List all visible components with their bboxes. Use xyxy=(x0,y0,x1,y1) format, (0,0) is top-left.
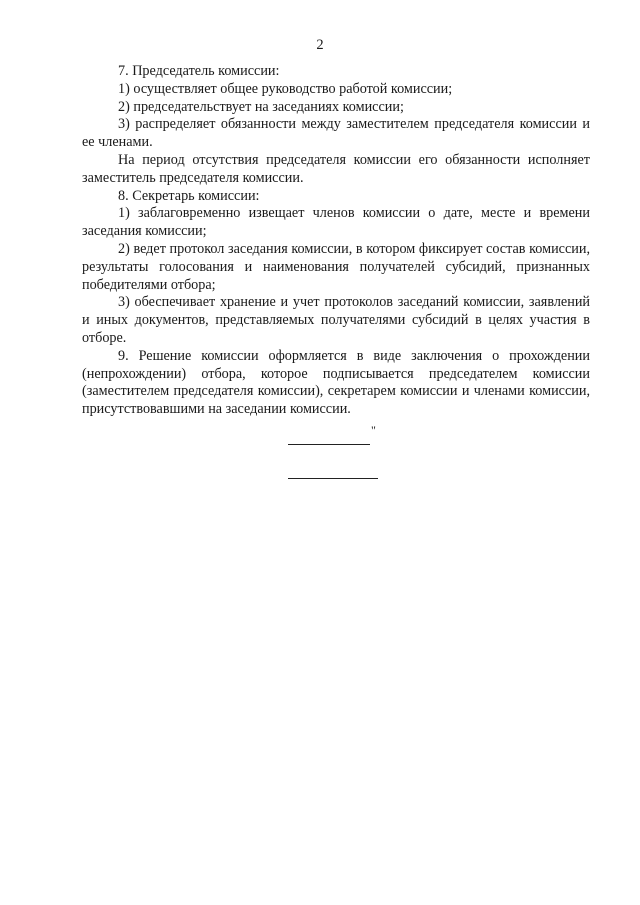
paragraph-7-item-2: 2) председательствует на заседаниях комиссии; xyxy=(118,98,404,115)
paragraph-9: 9. Решение комиссии оформляется в виде заключения о прохождении (непрохождении) отбора, которое подписывается председателем комиссии (заместителем председателя комиссии), секретарем комиссии и членами комиссии, присутствовавшими на заседании комиссии. xyxy=(82,347,590,418)
paragraph-8-item-1: 1) заблаговременно извещает членов комиссии о дате, месте и времени заседания комиссии; xyxy=(82,205,590,240)
footer-divider-line xyxy=(288,478,378,479)
closing-quote-mark: " xyxy=(371,423,376,437)
paragraph-7-item-1: 1) осуществляет общее руководство работой комиссии; xyxy=(118,80,453,97)
document-body xyxy=(82,63,590,419)
closing-signature-line xyxy=(288,430,370,445)
paragraph-7-substitute: На период отсутствия председателя комиссии его обязанности исполняет заместитель председателя комиссии. xyxy=(82,151,590,186)
paragraph-8-heading: 8. Секретарь комиссии: xyxy=(118,187,260,204)
paragraph-8-item-3: 3) обеспечивает хранение и учет протоколов заседаний комиссии, заявлений и иных документов, представляемых получателями субсидий в целях участия в отборе. xyxy=(82,294,590,346)
paragraph-7-heading: 7. Председатель комиссии: xyxy=(118,63,280,79)
paragraph-8-item-2: 2) ведет протокол заседания комиссии, в котором фиксирует состав комиссии, результаты голосования и наименования получателей субсидий, признанных победителями отбора; xyxy=(82,240,590,293)
page-number: 2 xyxy=(316,37,324,53)
paragraph-7-item-3: 3) распределяет обязанности между заместителем председателя комиссии и ее членами. xyxy=(82,116,590,151)
